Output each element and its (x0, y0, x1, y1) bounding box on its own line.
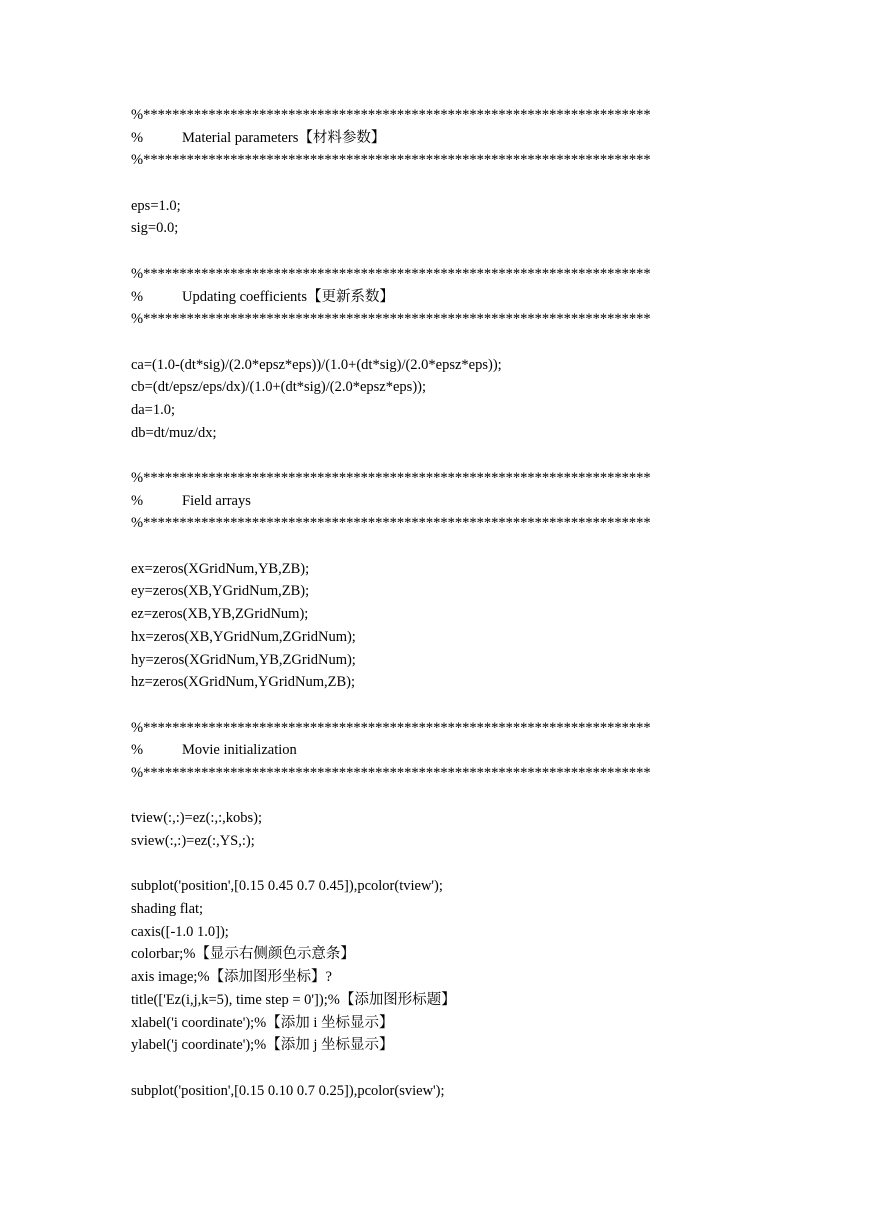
section-heading (131, 739, 831, 762)
blank-line (131, 853, 831, 876)
code-line: axis image;%【添加图形坐标】? (131, 969, 332, 986)
code-line: db=dt/muz/dx; (131, 424, 217, 441)
blank-line (131, 535, 831, 558)
blank-line (131, 1057, 831, 1080)
section-title: Field arrays (182, 492, 251, 509)
code-line: ey=zeros(XB,YGridNum,ZB); (131, 583, 310, 600)
blank-line (131, 785, 831, 808)
comment-rule: %********************************************************************** (131, 719, 651, 736)
comment-rule: %********************************************************************** (131, 470, 651, 486)
section-title: Material parameters【材料参数】 (182, 129, 386, 146)
code-line: eps=1.0; (131, 197, 181, 214)
comment-rule: %********************************************************************** (131, 515, 651, 532)
code-line: colorbar;%【显示右侧颜色示意条】 (131, 946, 355, 963)
blank-line (131, 331, 831, 354)
section-heading (131, 490, 831, 513)
section-title: Movie initialization (182, 742, 297, 759)
blank-line (131, 444, 831, 467)
code-line: hx=zeros(XB,YGridNum,ZGridNum); (131, 628, 356, 645)
code-line: sview(:,:)=ez(:,YS,:); (131, 833, 255, 849)
section-title: Updating coefficients【更新系数】 (182, 288, 394, 305)
code-line: xlabel('i coordinate');%【添加 i 坐标显示】 (131, 1014, 394, 1031)
blank-line (131, 694, 831, 717)
comment-rule: %********************************************************************** (131, 152, 651, 169)
comment-marker: % (131, 129, 144, 146)
code-line: ylabel('j coordinate');%【添加 j 坐标显示】 (131, 1037, 394, 1054)
code-line: subplot('position',[0.15 0.10 0.7 0.25]),pcolor(sview'); (131, 1082, 445, 1099)
code-line: ez=zeros(XB,YB,ZGridNum); (131, 606, 309, 623)
code-line: cb=(dt/epsz/eps/dx)/(1.0+(dt*sig)/(2.0*epsz*eps)); (131, 379, 427, 396)
code-line: subplot('position',[0.15 0.45 0.7 0.45]),pcolor(tview'); (131, 878, 443, 895)
blank-line (131, 172, 831, 195)
code-line: hy=zeros(XGridNum,YB,ZGridNum); (131, 651, 356, 668)
comment-marker: % (131, 742, 144, 759)
section-heading (131, 127, 831, 150)
code-line: hz=zeros(XGridNum,YGridNum,ZB); (131, 674, 356, 691)
code-line: shading flat; (131, 901, 204, 918)
matlab-code-listing (131, 104, 831, 1102)
code-line: da=1.0; (131, 401, 176, 418)
comment-marker: % (131, 492, 144, 509)
comment-rule: %********************************************************************** (131, 107, 651, 123)
comment-rule: %********************************************************************** (131, 311, 651, 328)
code-line: sig=0.0; (131, 220, 179, 237)
code-line: title(['Ez(i,j,k=5), time step = 0']);%【添加图形标题】 (131, 991, 456, 1008)
code-line: tview(:,:)=ez(:,:,kobs); (131, 810, 262, 827)
comment-rule: %********************************************************************** (131, 764, 651, 781)
code-line: ex=zeros(XGridNum,YB,ZB); (131, 560, 310, 577)
section-heading (131, 286, 831, 309)
code-line: caxis([-1.0 1.0]); (131, 923, 229, 940)
comment-marker: % (131, 288, 144, 305)
comment-rule: %********************************************************************** (131, 265, 651, 282)
blank-line (131, 240, 831, 263)
code-line: ca=(1.0-(dt*sig)/(2.0*epsz*eps))/(1.0+(dt*sig)/(2.0*epsz*eps)); (131, 356, 502, 373)
